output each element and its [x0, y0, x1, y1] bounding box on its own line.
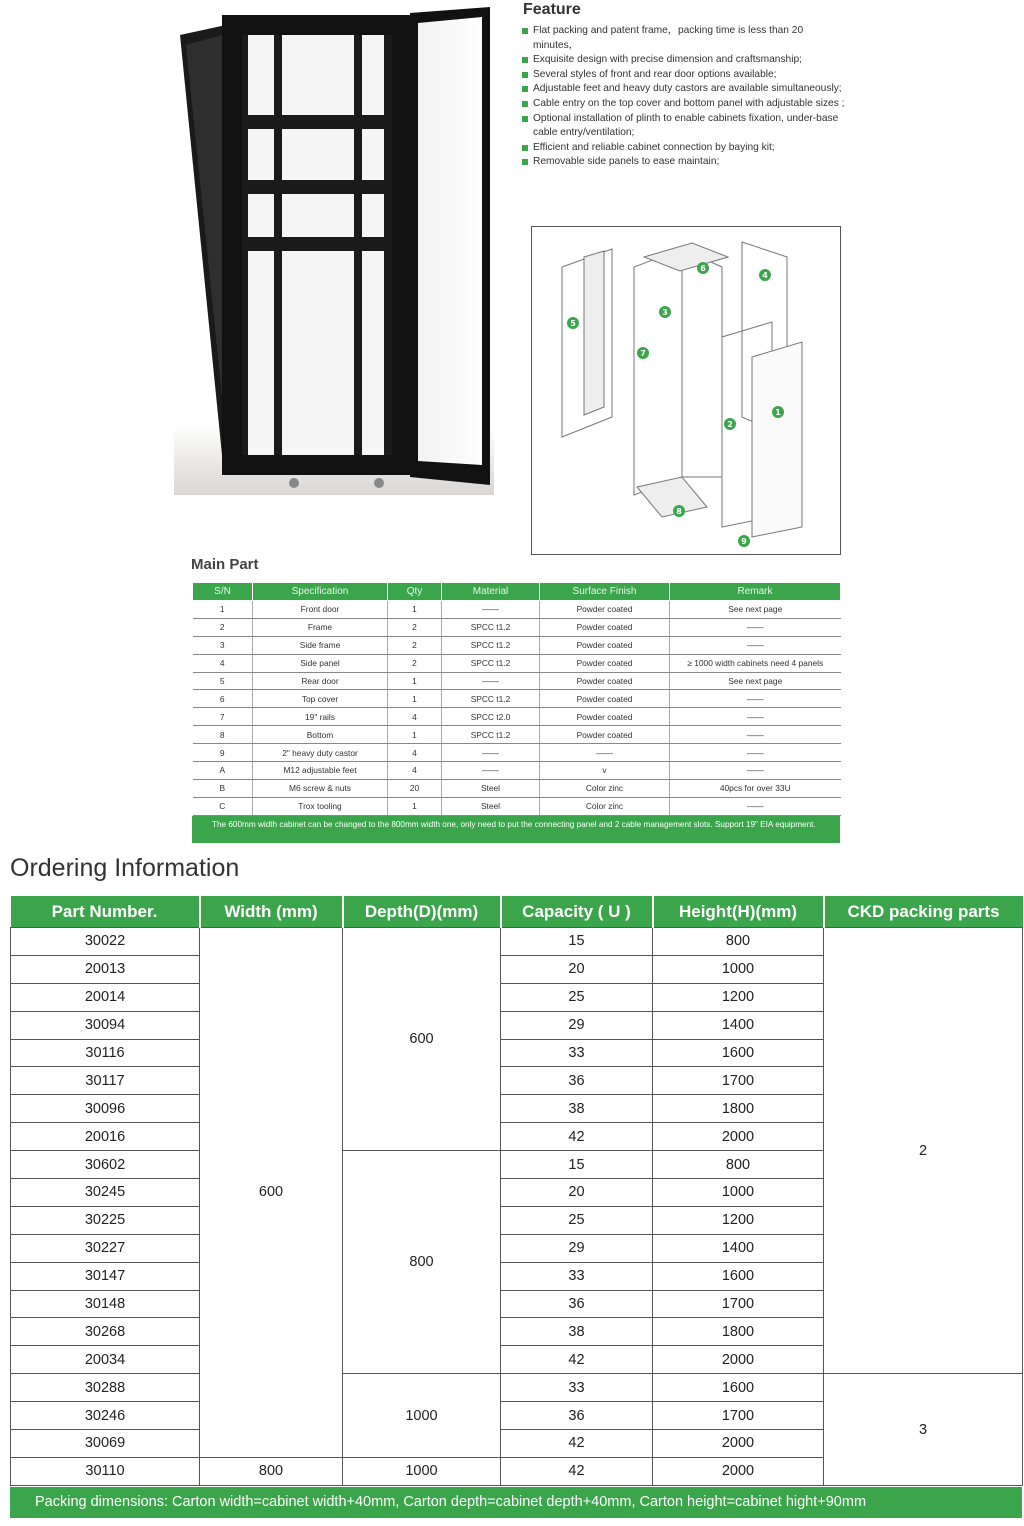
table-row — [193, 726, 841, 744]
part-number-cell: 30117 — [11, 1067, 200, 1095]
part-number-cell: 30069 — [11, 1430, 200, 1458]
feature-item: Optional installation of plinth to enable cabinets fixation, under-base cable entry/ventilation; — [521, 112, 851, 141]
capacity-cell: 20 — [501, 955, 653, 983]
height-cell: 1000 — [653, 955, 824, 983]
table-cell: Side panel — [253, 654, 388, 672]
table-row — [193, 797, 841, 815]
ordering-body — [11, 928, 1023, 1486]
table-cell: Top cover — [253, 690, 388, 708]
table-cell: Steel — [442, 797, 540, 815]
table-cell: —— — [540, 744, 670, 762]
header-ckd: CKD packing parts — [824, 896, 1023, 928]
table-cell: SPCC t1.2 — [442, 636, 540, 654]
table-header-row — [11, 896, 1023, 928]
table-cell: 1 — [388, 726, 442, 744]
capacity-cell: 25 — [501, 983, 653, 1011]
height-cell: 1700 — [653, 1402, 824, 1430]
height-cell: 1800 — [653, 1095, 824, 1123]
feature-item: Removable side panels to ease maintain; — [521, 155, 851, 170]
capacity-cell: 29 — [501, 1234, 653, 1262]
ckd-cell: 3 — [824, 1374, 1023, 1486]
table-cell: 4 — [388, 708, 442, 726]
capacity-cell: 42 — [501, 1346, 653, 1374]
depth-cell: 1000 — [343, 1374, 501, 1458]
feature-item: Flat packing and patent frame，packing time is less than 20 minutes， — [521, 24, 851, 53]
table-cell: Color zinc — [540, 779, 670, 797]
table-cell: —— — [442, 672, 540, 690]
table-cell: Steel — [442, 779, 540, 797]
table-cell: —— — [670, 618, 841, 636]
ordering-table — [10, 896, 1023, 1486]
table-cell: Powder coated — [540, 618, 670, 636]
header-depth: Depth(D)(mm) — [343, 896, 501, 928]
width-cell: 800 — [200, 1457, 343, 1485]
table-cell: 6 — [193, 690, 253, 708]
table-cell: 2 — [388, 654, 442, 672]
height-cell: 1800 — [653, 1318, 824, 1346]
cabinet-product-photo — [174, 5, 494, 495]
capacity-cell: 29 — [501, 1011, 653, 1039]
feature-list — [521, 24, 851, 170]
table-cell: 9 — [193, 744, 253, 762]
table-cell: M6 screw & nuts — [253, 779, 388, 797]
height-cell: 1600 — [653, 1374, 824, 1402]
callout-1-label: 1 — [775, 408, 781, 417]
part-number-cell: 30246 — [11, 1402, 200, 1430]
feature-item: Several styles of front and rear door options available; — [521, 68, 851, 83]
height-cell: 1200 — [653, 983, 824, 1011]
table-row — [193, 744, 841, 762]
height-cell: 2000 — [653, 1123, 824, 1151]
table-cell: See next page — [670, 672, 841, 690]
part-number-cell: 30147 — [11, 1262, 200, 1290]
table-cell: 8 — [193, 726, 253, 744]
table-cell: 2 — [388, 636, 442, 654]
bullet-icon — [522, 116, 528, 122]
table-cell: —— — [442, 744, 540, 762]
table-cell: Front door — [253, 601, 388, 619]
table-cell: SPCC t1.2 — [442, 654, 540, 672]
table-cell: v — [540, 762, 670, 780]
header-qty: Qty — [388, 583, 442, 601]
header-remark: Remark — [670, 583, 841, 601]
table-cell: Powder coated — [540, 708, 670, 726]
table-row — [193, 636, 841, 654]
table-cell: 1 — [388, 690, 442, 708]
feature-item: Cable entry on the top cover and bottom panel with adjustable sizes ; — [521, 97, 851, 112]
main-part-note: The 600mm width cabinet can be changed to the 800mm width one, only need to put the connecting panel and 2 cable management slots. Support 19" EIA equipment. — [192, 816, 840, 843]
width-cell: 600 — [200, 928, 343, 1458]
table-cell: 5 — [193, 672, 253, 690]
feature-item: Adjustable feet and heavy duty castors are available simultaneously; — [521, 82, 851, 97]
height-cell: 2000 — [653, 1346, 824, 1374]
height-cell: 800 — [653, 928, 824, 956]
capacity-cell: 42 — [501, 1123, 653, 1151]
callout-7-label: 7 — [640, 349, 646, 358]
part-number-cell: 30245 — [11, 1179, 200, 1207]
table-cell: C — [193, 797, 253, 815]
exploded-view-diagram — [531, 226, 841, 555]
header-width: Width (mm) — [200, 896, 343, 928]
part-number-cell: 30096 — [11, 1095, 200, 1123]
table-cell: 3 — [193, 636, 253, 654]
callout-5-label: 5 — [570, 319, 576, 328]
capacity-cell: 36 — [501, 1067, 653, 1095]
capacity-cell: 36 — [501, 1290, 653, 1318]
part-number-cell: 30288 — [11, 1374, 200, 1402]
table-cell: —— — [670, 726, 841, 744]
height-cell: 1000 — [653, 1179, 824, 1207]
bullet-icon — [522, 145, 528, 151]
table-cell: 1 — [388, 601, 442, 619]
table-cell: —— — [442, 762, 540, 780]
depth-cell: 600 — [343, 928, 501, 1151]
table-cell: 2 — [193, 618, 253, 636]
part-number-cell: 30602 — [11, 1151, 200, 1179]
main-part-body — [193, 601, 841, 816]
table-cell: Powder coated — [540, 601, 670, 619]
header-material: Material — [442, 583, 540, 601]
feature-item: Exquisite design with precise dimension and craftsmanship; — [521, 53, 851, 68]
table-row — [11, 928, 1023, 956]
part-number-cell: 20016 — [11, 1123, 200, 1151]
header-height: Height(H)(mm) — [653, 896, 824, 928]
callout-3-label: 3 — [662, 308, 668, 317]
table-cell: Color zinc — [540, 797, 670, 815]
callout-4-label: 4 — [762, 271, 768, 280]
table-cell: 7 — [193, 708, 253, 726]
part-number-cell: 30148 — [11, 1290, 200, 1318]
table-cell: 19" rails — [253, 708, 388, 726]
table-row — [193, 779, 841, 797]
table-row — [193, 708, 841, 726]
part-number-cell: 30227 — [11, 1234, 200, 1262]
header-part-number: Part Number. — [11, 896, 200, 928]
table-row — [193, 690, 841, 708]
table-cell: 1 — [388, 797, 442, 815]
capacity-cell: 33 — [501, 1262, 653, 1290]
header-specification: Specification — [253, 583, 388, 601]
table-cell: —— — [670, 744, 841, 762]
main-part-table — [192, 582, 841, 816]
bullet-icon — [522, 101, 528, 107]
table-cell: 2 — [388, 618, 442, 636]
table-row — [193, 672, 841, 690]
table-cell: —— — [670, 690, 841, 708]
table-cell: 2" heavy duty castor — [253, 744, 388, 762]
part-number-cell: 30268 — [11, 1318, 200, 1346]
part-number-cell: 20013 — [11, 955, 200, 983]
capacity-cell: 36 — [501, 1402, 653, 1430]
table-cell: —— — [670, 708, 841, 726]
part-number-cell: 20014 — [11, 983, 200, 1011]
table-cell: 4 — [388, 744, 442, 762]
table-row — [193, 601, 841, 619]
bullet-icon — [522, 57, 528, 63]
capacity-cell: 38 — [501, 1095, 653, 1123]
table-cell: 40pcs for over 33U — [670, 779, 841, 797]
table-cell: 1 — [193, 601, 253, 619]
height-cell: 2000 — [653, 1457, 824, 1485]
bullet-icon — [522, 159, 528, 165]
table-cell: B — [193, 779, 253, 797]
ckd-cell: 2 — [824, 928, 1023, 1374]
table-cell: Bottom — [253, 726, 388, 744]
callout-8-label: 8 — [676, 507, 682, 516]
table-cell: A — [193, 762, 253, 780]
table-cell: Powder coated — [540, 636, 670, 654]
height-cell: 800 — [653, 1151, 824, 1179]
header-sn: S/N — [193, 583, 253, 601]
capacity-cell: 15 — [501, 1151, 653, 1179]
table-cell: —— — [670, 797, 841, 815]
table-cell: Powder coated — [540, 672, 670, 690]
callout-9-label: 9 — [741, 537, 747, 546]
table-cell: —— — [670, 762, 841, 780]
table-cell: See next page — [670, 601, 841, 619]
part-number-cell: 30116 — [11, 1039, 200, 1067]
capacity-cell: 42 — [501, 1430, 653, 1458]
part-number-cell: 20034 — [11, 1346, 200, 1374]
table-cell: SPCC t1.2 — [442, 726, 540, 744]
depth-cell: 800 — [343, 1151, 501, 1374]
table-cell: Side frame — [253, 636, 388, 654]
table-cell: SPCC t2.0 — [442, 708, 540, 726]
capacity-cell: 42 — [501, 1457, 653, 1485]
height-cell: 1400 — [653, 1011, 824, 1039]
capacity-cell: 38 — [501, 1318, 653, 1346]
table-cell: 20 — [388, 779, 442, 797]
table-cell: Powder coated — [540, 690, 670, 708]
table-row — [193, 654, 841, 672]
table-cell: SPCC t1.2 — [442, 618, 540, 636]
bullet-icon — [522, 86, 528, 92]
part-number-cell: 30225 — [11, 1206, 200, 1234]
bullet-icon — [522, 28, 528, 34]
capacity-cell: 20 — [501, 1179, 653, 1207]
table-cell: ≥ 1000 width cabinets need 4 panels — [670, 654, 841, 672]
part-number-cell: 30110 — [11, 1457, 200, 1485]
height-cell: 1600 — [653, 1039, 824, 1067]
capacity-cell: 25 — [501, 1206, 653, 1234]
table-row — [193, 762, 841, 780]
main-part-title: Main Part — [191, 556, 259, 573]
capacity-cell: 33 — [501, 1374, 653, 1402]
height-cell: 2000 — [653, 1430, 824, 1458]
table-cell: 1 — [388, 672, 442, 690]
table-cell: —— — [442, 601, 540, 619]
capacity-cell: 33 — [501, 1039, 653, 1067]
table-cell: SPCC t1.2 — [442, 690, 540, 708]
table-cell: Powder coated — [540, 726, 670, 744]
callout-6-label: 6 — [700, 264, 706, 273]
table-cell: Rear door — [253, 672, 388, 690]
packing-dimensions-note: Packing dimensions: Carton width=cabinet width+40mm, Carton depth=cabinet depth+40mm, Carton height=cabinet hight+90mm — [10, 1487, 1022, 1518]
part-number-cell: 30094 — [11, 1011, 200, 1039]
height-cell: 1700 — [653, 1067, 824, 1095]
header-capacity: Capacity ( U ) — [501, 896, 653, 928]
feature-title: Feature — [523, 1, 581, 18]
table-cell: Frame — [253, 618, 388, 636]
table-cell: 4 — [388, 762, 442, 780]
height-cell: 1200 — [653, 1206, 824, 1234]
capacity-cell: 15 — [501, 928, 653, 956]
table-row — [11, 1374, 1023, 1402]
height-cell: 1700 — [653, 1290, 824, 1318]
table-row — [193, 618, 841, 636]
height-cell: 1400 — [653, 1234, 824, 1262]
table-cell: Trox tooling — [253, 797, 388, 815]
part-number-cell: 30022 — [11, 928, 200, 956]
height-cell: 1600 — [653, 1262, 824, 1290]
bullet-icon — [522, 72, 528, 78]
table-header-row — [193, 583, 841, 601]
table-cell: M12 adjustable feet — [253, 762, 388, 780]
header-surface-finish: Surface Finish — [540, 583, 670, 601]
ordering-title: Ordering Information — [10, 854, 240, 882]
feature-item: Efficient and reliable cabinet connection by baying kit; — [521, 141, 851, 156]
depth-cell: 1000 — [343, 1457, 501, 1485]
callout-2-label: 2 — [727, 420, 733, 429]
table-cell: 4 — [193, 654, 253, 672]
table-cell: —— — [670, 636, 841, 654]
table-cell: Powder coated — [540, 654, 670, 672]
